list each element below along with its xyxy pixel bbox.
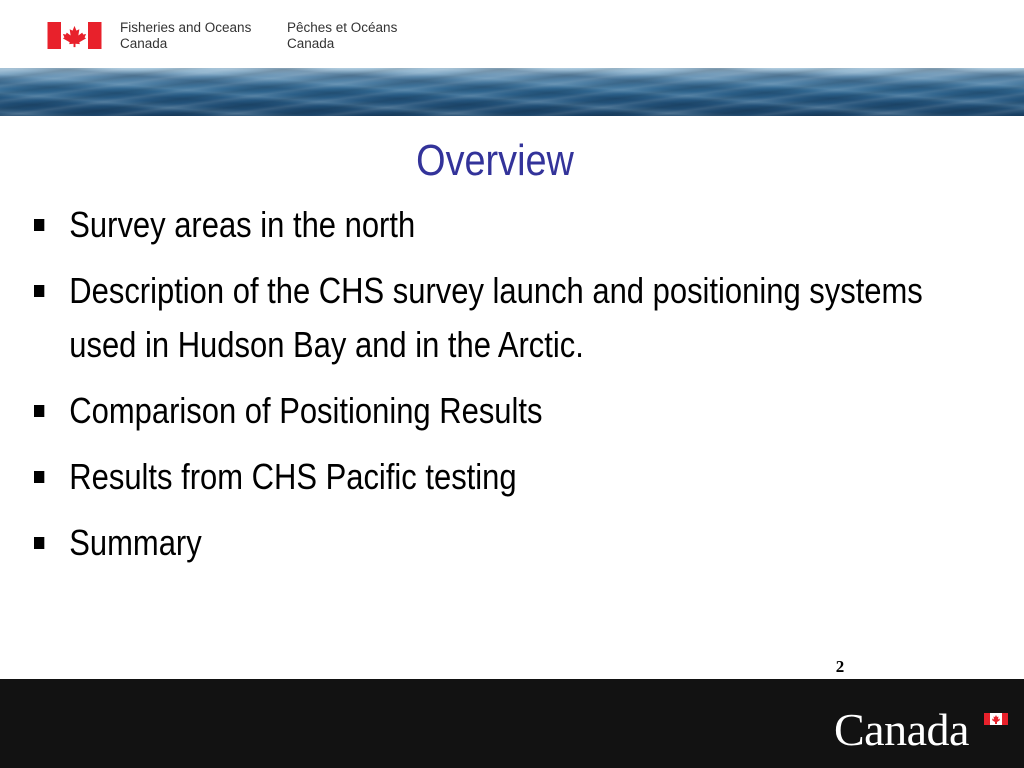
bullet-item xyxy=(34,450,980,504)
water-banner xyxy=(0,68,1024,116)
department-name-fr xyxy=(287,20,397,51)
bullet-list xyxy=(34,198,980,582)
canadian-flag-icon xyxy=(47,22,102,49)
bullet-item xyxy=(34,264,980,372)
department-name-en-line1: Fisheries and Oceans xyxy=(120,20,252,35)
square-bullet-icon xyxy=(34,537,44,549)
page-number: 2 xyxy=(835,657,845,676)
bullet-text: Results from CHS Pacific testing xyxy=(69,456,517,497)
department-name-en xyxy=(120,20,251,51)
bullet-item xyxy=(34,384,980,438)
square-bullet-icon xyxy=(34,219,44,231)
slide-title: Overview xyxy=(416,136,574,185)
department-name-fr-line2: Canada xyxy=(287,35,335,51)
square-bullet-icon xyxy=(34,285,44,297)
department-name-en-line2: Canada xyxy=(120,35,168,51)
square-bullet-icon xyxy=(34,405,44,417)
bullet-text: Description of the CHS survey launch and positioning systems used in Hudson Bay and in the Arctic. xyxy=(69,270,923,365)
square-bullet-icon xyxy=(34,471,44,483)
bullet-text: Survey areas in the north xyxy=(69,204,416,245)
canada-wordmark xyxy=(834,700,1010,760)
department-name-fr-line1: Pêches et Océans xyxy=(287,20,398,35)
bullet-item xyxy=(34,198,980,252)
bullet-item xyxy=(34,516,980,570)
bullet-text: Summary xyxy=(69,522,202,563)
bullet-text: Comparison of Positioning Results xyxy=(69,390,543,431)
canada-wordmark-text: Canada xyxy=(834,704,969,755)
canada-wordmark-flag-icon xyxy=(984,713,1008,725)
header xyxy=(0,0,1024,68)
